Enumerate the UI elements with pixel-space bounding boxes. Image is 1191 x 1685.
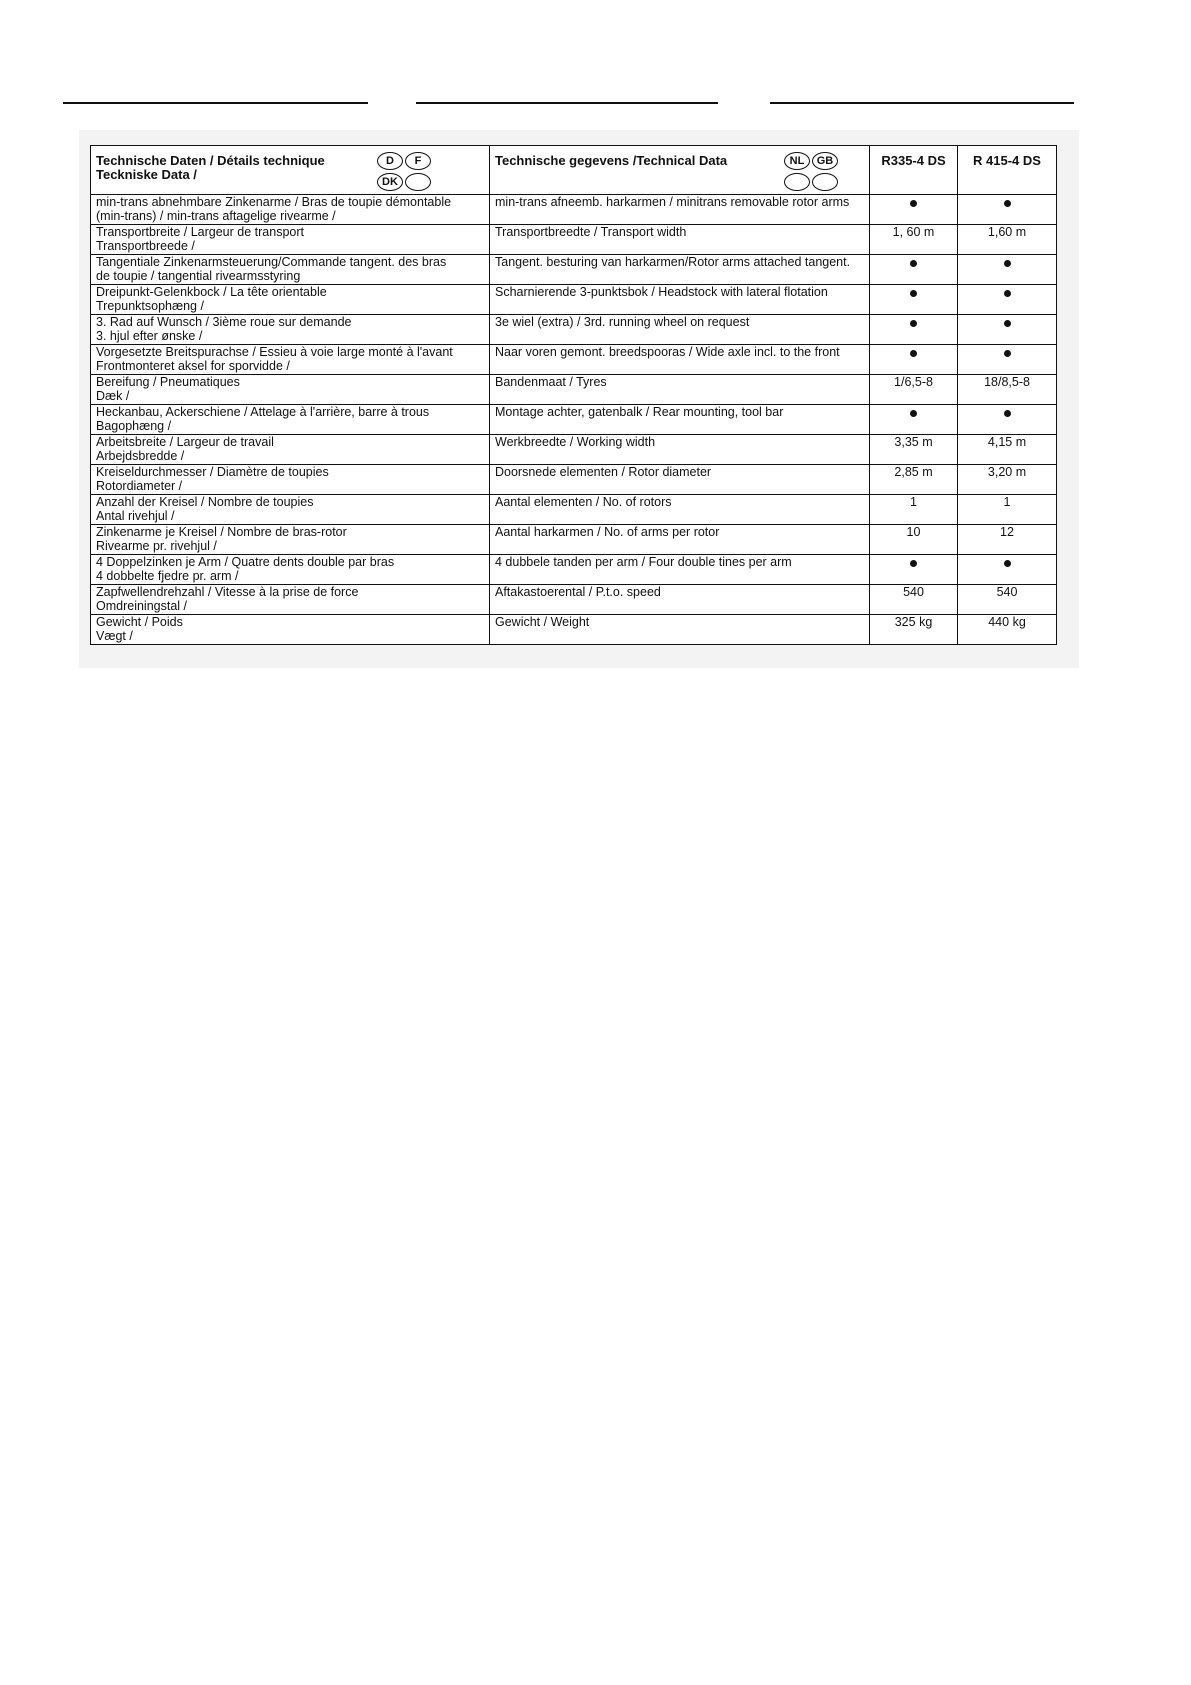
spec-label-nl-gb: Doorsnede elementen / Rotor diameter <box>490 465 870 495</box>
spec-label-line2: Bagophæng / <box>96 419 172 433</box>
spec-label-line2: Trepunktsophæng / <box>96 299 204 313</box>
value-r415: 18/8,5-8 <box>958 375 1057 405</box>
bullet-icon <box>910 320 917 327</box>
spec-label-de-fr-dk <box>91 375 490 405</box>
bullet-icon <box>1004 200 1011 207</box>
spec-label-nl-gb: Gewicht / Weight <box>490 615 870 645</box>
table-row <box>91 345 1057 375</box>
spec-label-de-fr-dk <box>91 435 490 465</box>
value-r335: 540 <box>870 585 958 615</box>
spec-label-line1: Vorgesetzte Breitspurachse / Essieu à voie large monté à l'avant <box>96 345 453 359</box>
header-nl-title: Technische gegevens /Technical Data <box>495 153 728 168</box>
header-model-2: R 415-4 DS <box>958 146 1057 195</box>
spec-label-line2: Dæk / <box>96 389 130 403</box>
value-r335: 325 kg <box>870 615 958 645</box>
spec-label-nl-gb: Montage achter, gatenbalk / Rear mounting, tool bar <box>490 405 870 435</box>
table-row <box>91 315 1057 345</box>
table-row <box>91 525 1057 555</box>
header-col-nl <box>490 146 870 195</box>
value-r415 <box>958 405 1057 435</box>
spec-label-line1: Gewicht / Poids <box>96 615 183 629</box>
bullet-icon <box>1004 290 1011 297</box>
technical-data-table <box>90 145 1057 645</box>
spec-label-line2: Arbejdsbredde / <box>96 449 185 463</box>
bullet-icon <box>910 260 917 267</box>
header-rule-center <box>416 102 718 104</box>
value-r335 <box>870 195 958 225</box>
bullet-icon <box>1004 350 1011 357</box>
spec-label-line1: Arbeitsbreite / Largeur de travail <box>96 435 274 449</box>
spec-label-nl-gb: 4 dubbele tanden per arm / Four double tines per arm <box>490 555 870 585</box>
spec-label-de-fr-dk <box>91 225 490 255</box>
lang-f-icon: F <box>405 152 431 170</box>
value-r415: 12 <box>958 525 1057 555</box>
spec-label-de-fr-dk <box>91 405 490 435</box>
lang-gb-icon: GB <box>812 152 838 170</box>
lang-empty-icon <box>812 173 838 191</box>
table-row <box>91 465 1057 495</box>
header-de-title-line1: Technische Daten / Détails technique <box>96 153 325 168</box>
header-de-title-line2: Teckniske Data / <box>96 167 197 182</box>
table-row <box>91 225 1057 255</box>
lang-empty-icon <box>405 173 431 191</box>
value-r415 <box>958 315 1057 345</box>
table-row <box>91 375 1057 405</box>
spec-label-line1: Heckanbau, Ackerschiene / Attelage à l'arrière, barre à trous <box>96 405 430 419</box>
spec-label-nl-gb: Transportbreedte / Transport width <box>490 225 870 255</box>
spec-label-de-fr-dk <box>91 555 490 585</box>
table-body <box>91 195 1057 645</box>
spec-label-nl-gb: Tangent. besturing van harkarmen/Rotor arms attached tangent. <box>490 255 870 285</box>
spec-label-line2: 4 dobbelte fjedre pr. arm / <box>96 569 239 583</box>
spec-label-nl-gb: Werkbreedte / Working width <box>490 435 870 465</box>
value-r335 <box>870 345 958 375</box>
table-row <box>91 405 1057 435</box>
spec-label-nl-gb: Aantal harkarmen / No. of arms per rotor <box>490 525 870 555</box>
spec-label-nl-gb: Scharnierende 3-punktsbok / Headstock with lateral flotation <box>490 285 870 315</box>
value-r335: 1 <box>870 495 958 525</box>
spec-label-line2: de toupie / tangential rivearmsstyring <box>96 269 301 283</box>
spec-label-line2: Frontmonteret aksel for sporvidde / <box>96 359 290 373</box>
lang-empty-icon <box>784 173 810 191</box>
spec-label-de-fr-dk <box>91 585 490 615</box>
value-r415: 4,15 m <box>958 435 1057 465</box>
spec-label-de-fr-dk <box>91 285 490 315</box>
value-r415: 1 <box>958 495 1057 525</box>
spec-label-nl-gb: min-trans afneemb. harkarmen / minitrans removable rotor arms <box>490 195 870 225</box>
value-r335: 3,35 m <box>870 435 958 465</box>
table-row <box>91 585 1057 615</box>
spec-label-line2: Omdreiningstal / <box>96 599 188 613</box>
spec-label-de-fr-dk <box>91 345 490 375</box>
value-r335: 1, 60 m <box>870 225 958 255</box>
language-ovals-right <box>784 152 840 191</box>
spec-label-line1: Transportbreite / Largeur de transport <box>96 225 304 239</box>
table-row <box>91 615 1057 645</box>
spec-label-line2: (min-trans) / min-trans aftagelige rivearme / <box>96 209 336 223</box>
value-r415 <box>958 195 1057 225</box>
value-r335: 10 <box>870 525 958 555</box>
bullet-icon <box>1004 260 1011 267</box>
table-row <box>91 435 1057 465</box>
spec-label-line1: 3. Rad auf Wunsch / 3ième roue sur demande <box>96 315 352 329</box>
spec-label-line2: Rivearme pr. rivehjul / <box>96 539 217 553</box>
spec-label-line1: min-trans abnehmbare Zinkenarme / Bras de toupie démontable <box>96 195 452 209</box>
spec-label-nl-gb: Naar voren gemont. breedspooras / Wide axle incl. to the front <box>490 345 870 375</box>
bullet-icon <box>1004 560 1011 567</box>
value-r335 <box>870 555 958 585</box>
spec-label-line1: Zinkenarme je Kreisel / Nombre de bras-rotor <box>96 525 347 539</box>
value-r415 <box>958 345 1057 375</box>
spec-label-de-fr-dk <box>91 315 490 345</box>
spec-label-line2: Antal rivehjul / <box>96 509 175 523</box>
value-r335 <box>870 285 958 315</box>
spec-label-line1: Dreipunkt-Gelenkbock / La tête orientable <box>96 285 327 299</box>
bullet-icon <box>910 350 917 357</box>
value-r415 <box>958 255 1057 285</box>
header-rule-right <box>770 102 1074 104</box>
spec-label-de-fr-dk <box>91 255 490 285</box>
spec-label-line1: 4 Doppelzinken je Arm / Quatre dents double par bras <box>96 555 395 569</box>
value-r335 <box>870 315 958 345</box>
value-r335 <box>870 405 958 435</box>
value-r415 <box>958 555 1057 585</box>
value-r415: 1,60 m <box>958 225 1057 255</box>
spec-label-line1: Anzahl der Kreisel / Nombre de toupies <box>96 495 314 509</box>
spec-label-line2: Transportbreede / <box>96 239 195 253</box>
spec-label-de-fr-dk <box>91 525 490 555</box>
value-r335: 2,85 m <box>870 465 958 495</box>
bullet-icon <box>1004 410 1011 417</box>
table-row <box>91 195 1057 225</box>
value-r335 <box>870 255 958 285</box>
spec-label-de-fr-dk <box>91 195 490 225</box>
spec-label-nl-gb: 3e wiel (extra) / 3rd. running wheel on request <box>490 315 870 345</box>
spec-label-line2: Rotordiameter / <box>96 479 183 493</box>
spec-label-line2: Vægt / <box>96 629 133 643</box>
bullet-icon <box>910 410 917 417</box>
spec-label-line1: Kreiseldurchmesser / Diamètre de toupies <box>96 465 329 479</box>
lang-d-icon: D <box>377 152 403 170</box>
value-r415 <box>958 285 1057 315</box>
spec-label-nl-gb: Aftakastoerental / P.t.o. speed <box>490 585 870 615</box>
spec-label-line1: Zapfwellendrehzahl / Vitesse à la prise de force <box>96 585 359 599</box>
spec-label-de-fr-dk <box>91 495 490 525</box>
spec-label-line2: 3. hjul efter ønske / <box>96 329 203 343</box>
spec-label-de-fr-dk <box>91 465 490 495</box>
bullet-icon <box>910 560 917 567</box>
spec-label-de-fr-dk <box>91 615 490 645</box>
spec-label-line1: Bereifung / Pneumatiques <box>96 375 240 389</box>
language-ovals-left <box>377 152 433 191</box>
lang-nl-icon: NL <box>784 152 810 170</box>
spec-label-line1: Tangentiale Zinkenarmsteuerung/Commande tangent. des bras <box>96 255 447 269</box>
value-r415: 540 <box>958 585 1057 615</box>
table-row <box>91 555 1057 585</box>
header-rule-left <box>63 102 368 104</box>
bullet-icon <box>1004 320 1011 327</box>
bullet-icon <box>910 290 917 297</box>
lang-dk-icon: DK <box>377 173 403 191</box>
table-row <box>91 255 1057 285</box>
table-row <box>91 495 1057 525</box>
value-r335: 1/6,5-8 <box>870 375 958 405</box>
table-row <box>91 285 1057 315</box>
value-r415: 440 kg <box>958 615 1057 645</box>
spec-label-nl-gb: Bandenmaat / Tyres <box>490 375 870 405</box>
spec-label-nl-gb: Aantal elementen / No. of rotors <box>490 495 870 525</box>
header-model-1: R335-4 DS <box>870 146 958 195</box>
table-header-row <box>91 146 1057 195</box>
bullet-icon <box>910 200 917 207</box>
value-r415: 3,20 m <box>958 465 1057 495</box>
header-col-de <box>91 146 490 195</box>
